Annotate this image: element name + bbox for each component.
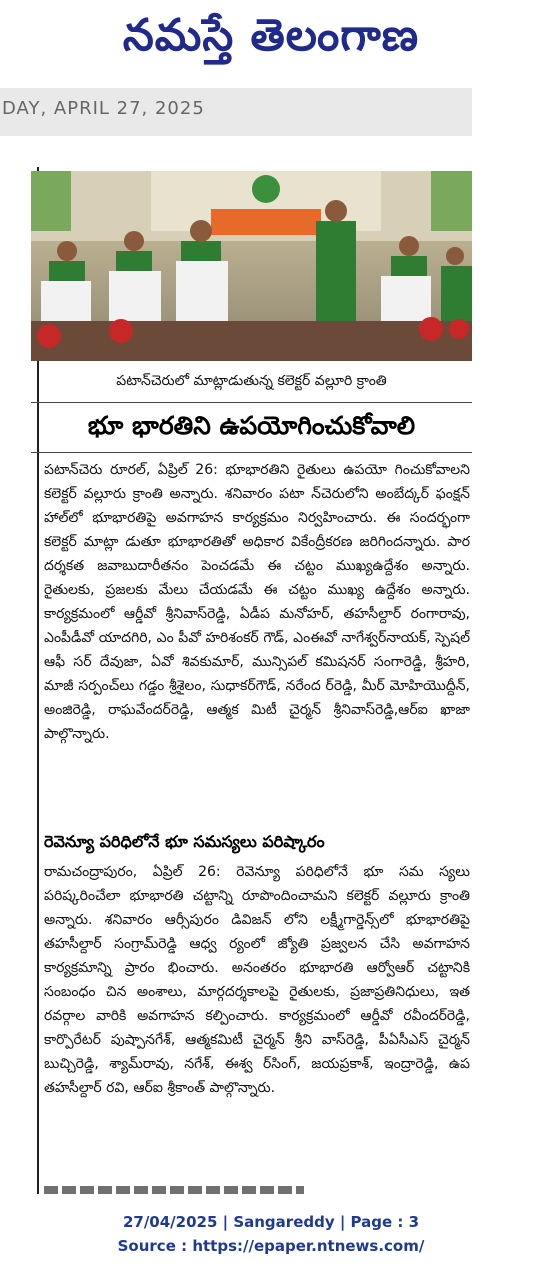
masthead-title: నమస్తే తెలంగాణ [122,10,420,61]
footer-source-link[interactable]: Source : https://epaper.ntnews.com/ [117,1237,425,1255]
article-subheading: రెవెన్యూ పరిధిలోనే భూ సమస్యలు పరిష్కారం [44,832,325,851]
caption-text: పటాన్‌చెరులో మాట్లాడుతున్న కలెక్టర్ వల్లూరి క్రాంతి [116,372,387,389]
headline-text: భూ భారతిని ఉపయోగించుకోవాలి [87,411,416,440]
event-photo-illustration [31,171,472,361]
photo-caption [31,362,472,403]
article-photo [31,171,472,361]
article-headline [31,406,472,453]
article-paragraph-2: రామచంద్రాపురం, ఏప్రిల్ 26: రెవెన్యూ పరిధిలోనే భూ సమ స్యలు పరిష్కరించేలా భూభారతి చట్టాన్ని రూపొందించామని కలెక్టర్ వల్లూరు క్రాంతి అన్నారు. శనివారం ఆర్సీపురం డివిజన్ లోని లక్ష్మీగార్డెన్స్‌లో భూభారతిపై తహసీల్దార్ సంగ్రామ్‌రెడ్డి ఆధ్వ ర్యంలో జ్యోతి ప్రజ్వలన చేసి అవగాహన కార్యక్రమాన్ని ప్రారం భించారు. అనంతరం భూభారతి ఆర్వోఆర్ చట్టానికి సంబంధం చిన అంశాలు, మార్గదర్శకాలపై రైతులకు, ప్రజాప్రతినిధులు, ఇత రవర్గాల వారికి అవగాహన కల్పించారు. కార్యక్రమంలో ఆర్డీవో రవీందర్‌రెడ్డి, కార్పొరేటర్ పుష్పానగేశ్, ఆత్మకమిటీ చైర్మన్ శ్రీని వాస్‌రెడ్డి, పీఏసీఎస్ చైర్మన్ బుచ్చిరెడ్డి, శ్యామ్‌రావు, నగేశ్, ఈశ్వ ర్‌సింగ్, జయప్రకాశ్, ఇంద్రారెడ్డి, ఉప తహసీల్దార్ రవి, ఆర్ఐ శ్రీకాంత్ పాల్గొన్నారు. [44,864,470,1096]
footer-edition-info: 27/04/2025 | Sangareddy | Page : 3 [122,1213,420,1231]
dateline-text: DAY, APRIL 27, 2025 [2,98,205,119]
dateline-bar [0,88,472,136]
page-footer [0,1210,542,1258]
article-paragraph-1: పటాన్‌చెరు రూరల్, ఏప్రిల్ 26: భూభారతిని రైతులు ఉపయో గించుకోవాలని కలెక్టర్ వల్లూరు క్రాంతి అన్నారు. శనివారం పటా న్‌చెరులోని అంబేద్కర్ ఫంక్షన్ హాల్‌లో భూభారతిపై అవగాహన కార్యక్రమం నిర్వహించారు. ఈ సందర్భంగా కలెక్టర్ మాట్లా డుతూ భూభారతితో అధికార వికేంద్రీకరణ జరిగిందన్నారు. పార దర్శకత జవాబుదారీతనం పెంచడమే ఈ చట్టం ముఖ్యఉద్దేశం అన్నారు. రైతులకు, ప్రజలకు మేలు చేయడమే ఈ చట్టం ముఖ్య ఉద్దేశం అన్నారు. కార్యక్రమంలో ఆర్డీవో శ్రీనివాస్‌రెడ్డి, ఏడీప మనోహర్, తహసీల్దార్ రంగారావు, ఎంపీడీవో యాదగిరి, ఎం పీవో హరిశంకర్ గౌడ్, ఎంఈవో నాగేశ్వర్‌నాయక్, స్పెషల్ ఆఫీ సర్ దేవుజా, ఏవో శివకుమార్, మున్సిపల్ కమిషనర్ సంగారెడ్డి, శ్రీహరి, మాజీ సర్పంచ్‌లు గడ్డం శ్రీశైలం, సుధాకర్‌గౌడ్, నరేంద ర్‌రెడ్డి, మీర్ మోహియొద్దీన్, అంజిరెడ్డి, రాఘవేందర్‌రెడ్డి, ఆత్మక మిటీ చైర్మన్ శ్రీనివాస్‌రెడ్డి,ఆర్ఐ ఖాజా పాల్గొన్నారు. [44,462,470,742]
newspaper-masthead [0,0,542,82]
truncated-next-headline [44,1186,304,1194]
